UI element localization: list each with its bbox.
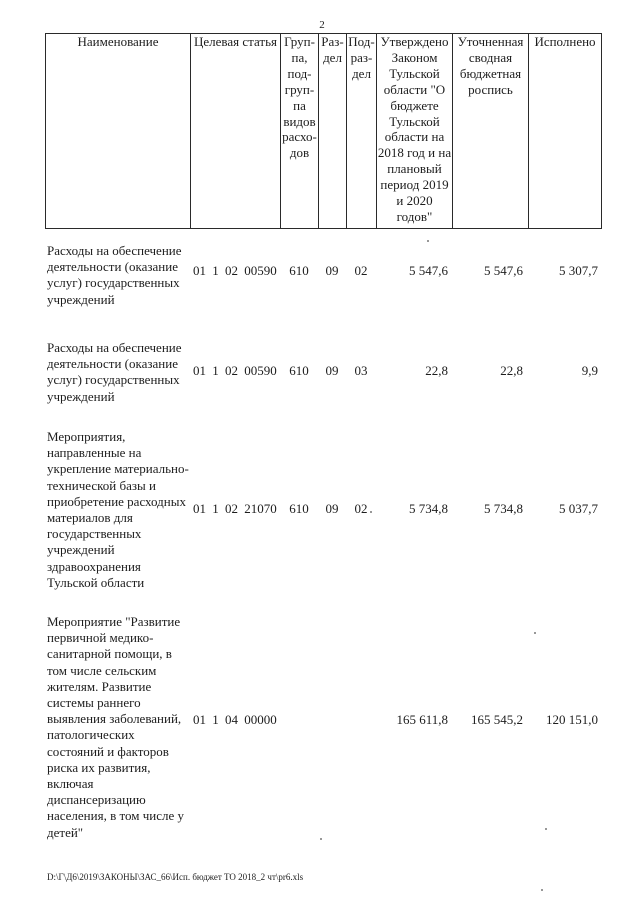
header-refined: Уточненная сводная бюджетная роспись (452, 34, 528, 228)
row-approved: 165 611,8 (396, 712, 448, 727)
row-executed: 9,9 (581, 363, 598, 378)
row-executed: 5 307,7 (559, 263, 598, 278)
row-refined: 5 547,6 (484, 263, 523, 278)
row-name: Мероприятие "Развитие первичной медико- санитарной помощи, в том числе сельским жителям. Развитие системы раннего выявления заболеваний, патологических состояний и факторов риска их развития, включая диспансеризацию населения, в том числе у детей" (47, 614, 184, 840)
header-section: Раз- дел (318, 34, 346, 228)
row-subsection: 02 (354, 501, 368, 516)
row-name: Расходы на обеспечение деятельности (оказание услуг) государственных учреждений (47, 243, 182, 307)
row-subsection: 02 (354, 263, 368, 278)
row-expense-group: 610 (289, 263, 309, 278)
file-path-footer: D:\Г\Д6\2019\ЗАКОНЫ\ЗАС_66\Исп. бюджет ТО 2018_2 чт\pr6.xls (47, 872, 304, 882)
header-approved: Утверждено Законом Тульской области "О бюджете Тульской области на 2018 год и на плановый период 2019 и 2020 годов" (376, 34, 452, 228)
header-name: Наименование (45, 34, 190, 228)
row-approved: 5 547,6 (409, 263, 448, 278)
row-executed: 5 037,7 (559, 501, 598, 516)
row-target-article: 01 1 02 00590 (193, 263, 277, 278)
table-row (45, 429, 602, 591)
row-approved: 5 734,8 (409, 501, 448, 516)
row-expense-group: 610 (289, 501, 309, 516)
scan-speck (541, 889, 543, 891)
row-target-article: 01 1 04 00000 (193, 712, 277, 727)
row-section: 09 (325, 501, 339, 516)
table-row (45, 340, 602, 405)
row-expense-group: 610 (289, 363, 309, 378)
scan-speck (545, 828, 547, 830)
table-row (45, 243, 602, 308)
row-name: Расходы на обеспечение деятельности (оказание услуг) государственных учреждений (47, 340, 182, 404)
row-target-article: 01 1 02 00590 (193, 363, 277, 378)
row-refined: 22,8 (500, 363, 523, 378)
row-approved: 22,8 (425, 363, 448, 378)
row-executed: 120 151,0 (546, 712, 598, 727)
row-refined: 5 734,8 (484, 501, 523, 516)
row-name: Мероприятия, направленные на укрепление материально- технической базы и приобретение расходных материалов для государственных учреждений здравоохранения Тульской области (47, 429, 189, 590)
row-subsection: 03 (354, 363, 368, 378)
table-row (45, 614, 602, 841)
header-subsection: Под- раз- дел (346, 34, 376, 228)
header-expense-group: Груп- па, под- груп- па видов расхо- дов (280, 34, 318, 228)
header-target-article: Целевая статья (190, 34, 280, 228)
header-executed: Исполнено (528, 34, 601, 228)
row-section: 09 (325, 363, 339, 378)
row-target-article: 01 1 02 21070 (193, 501, 277, 516)
scan-speck (534, 632, 536, 634)
table-header (45, 33, 602, 229)
row-refined: 165 545,2 (471, 712, 523, 727)
scan-speck (320, 838, 322, 840)
scan-speck (370, 511, 372, 513)
page-number: 2 (319, 19, 325, 31)
row-section: 09 (325, 263, 339, 278)
scan-speck (427, 240, 429, 242)
